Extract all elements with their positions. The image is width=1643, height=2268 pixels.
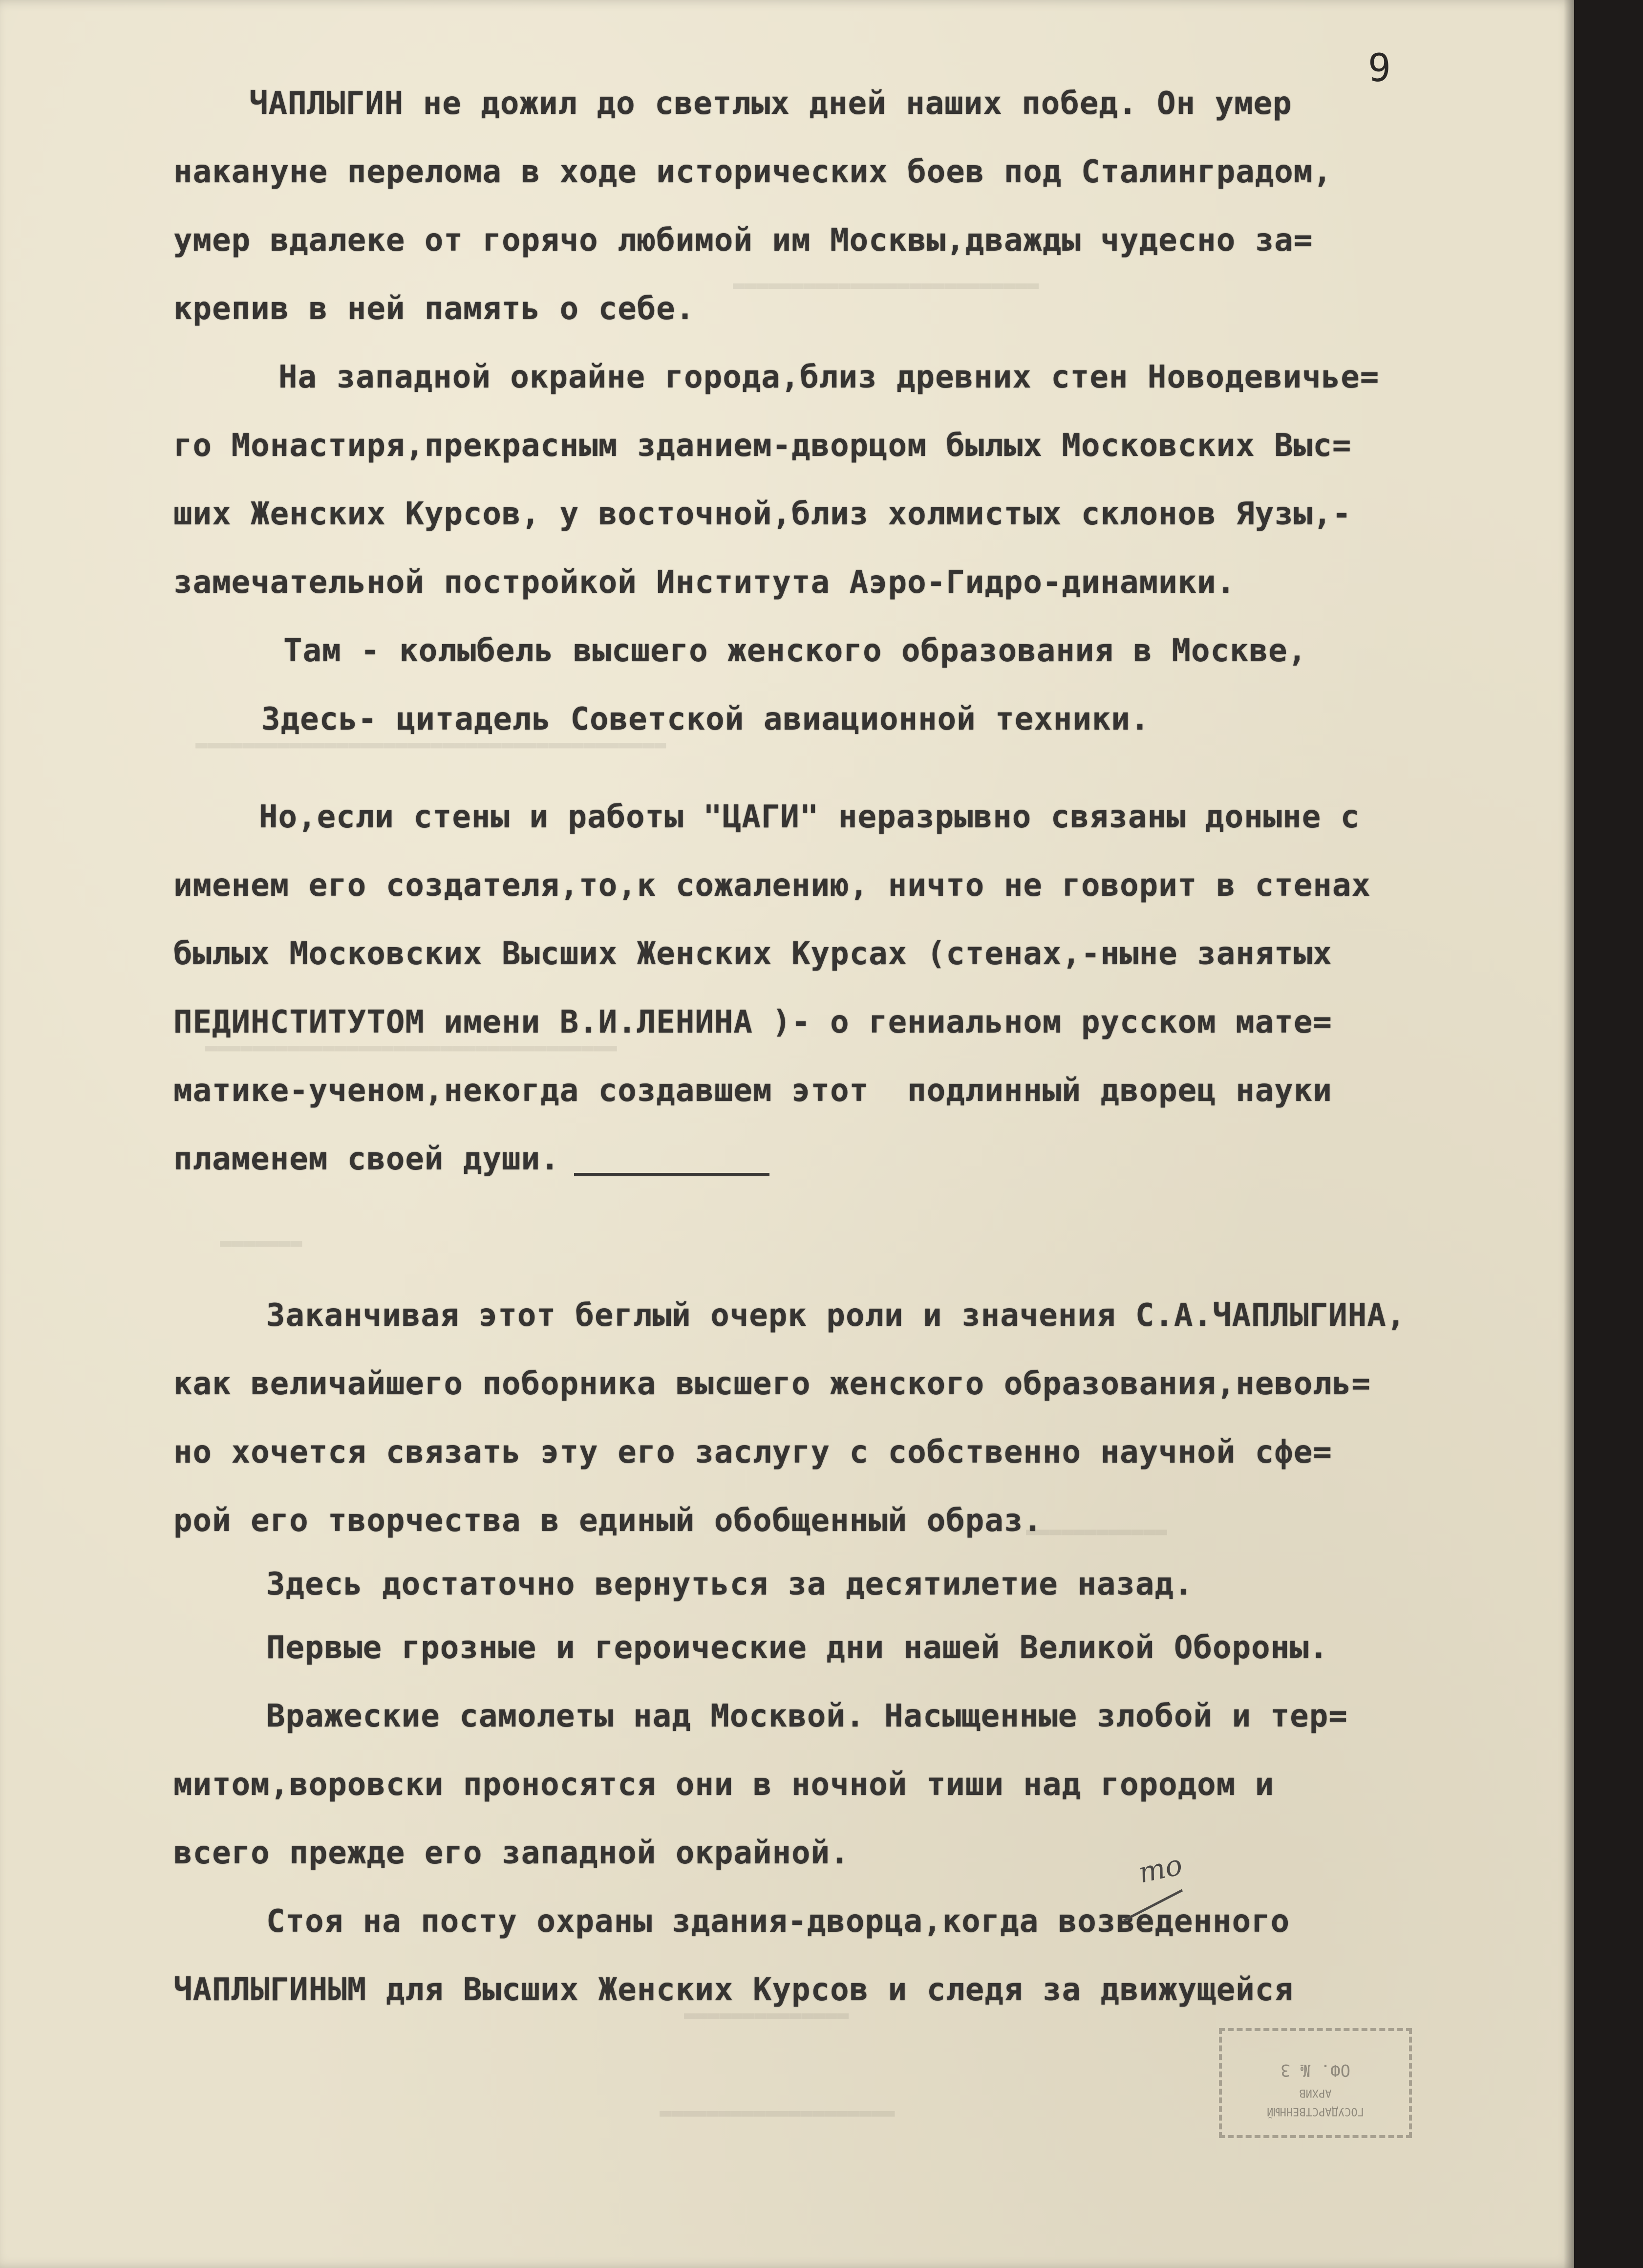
correction-stroke-icon	[1119, 1886, 1187, 1925]
archive-stamp	[1219, 2028, 1412, 2138]
stamp-line: ГОСУДАРСТВЕННЫЙ	[1267, 2105, 1364, 2117]
bleed-through-text: ▬▬▬▬▬▬▬▬▬▬▬▬▬▬▬▬▬▬▬▬▬▬▬▬▬▬▬▬▬▬▬▬▬▬▬	[205, 1036, 617, 1058]
text-line: Заканчивая этот беглый очерк роли и значения С.А.ЧАПЛЫГИНА,	[266, 1297, 1406, 1334]
text-line: ПЕДИНСТИТУТОМ имени В.И.ЛЕНИНА )- о гениальном русском мате=	[173, 1004, 1332, 1040]
text-line: Здесь достаточно вернуться за десятилетие назад.	[266, 1566, 1194, 1602]
text-line: но хочется связать эту его заслугу с собственно научной сфе=	[173, 1434, 1332, 1470]
text-line: ЧАПЛЫГИНЫМ для Высших Женских Курсов и следя за движущейся	[173, 1972, 1294, 2008]
text-line: как величайшего поборника высшего женского образования,неволь=	[173, 1366, 1371, 1402]
section-divider	[574, 1173, 769, 1176]
text-line: ших Женских Курсов, у восточной,близ холмистых склонов Яузы,-	[173, 496, 1352, 532]
text-line: Но,если стены и работы "ЦАГИ" неразрывно связаны доныне с	[259, 799, 1360, 835]
scan-background-strip	[1574, 0, 1643, 2268]
text-line: митом,воровски проносятся они в ночной тиши над городом и	[173, 1767, 1275, 1803]
stamp-line: АРХИВ	[1299, 2087, 1332, 2099]
text-line: всего прежде его западной окрайной.	[173, 1835, 850, 1871]
bleed-through-text: ▬▬▬▬▬▬▬▬▬▬▬▬▬▬▬▬▬▬▬▬	[660, 2101, 895, 2124]
text-line: замечательной постройкой Института Аэро-Гидро-динамики.	[173, 564, 1236, 601]
text-line: накануне перелома в ходе исторических боев под Сталинградом,	[173, 154, 1332, 190]
bleed-through-text: ▬▬▬▬▬▬▬	[220, 1231, 302, 1254]
text-line: матике-ученом,некогда создавшем этот подлинный дворец науки	[173, 1073, 1332, 1109]
text-line: пламенем своей души.	[173, 1141, 560, 1177]
bleed-through-text: ▬▬▬▬▬▬▬▬▬▬▬▬▬▬▬▬▬▬▬▬▬▬▬▬▬▬▬▬▬▬▬▬▬▬▬▬▬▬▬▬	[195, 733, 666, 756]
text-line: Там - колыбель высшего женского образования в Москве,	[283, 633, 1307, 669]
bleed-through-text: ▬▬▬▬▬▬▬▬▬▬▬▬▬▬	[684, 2004, 849, 2026]
text-line: Первые грозные и героические дни нашей Великой Обороны.	[266, 1630, 1329, 1666]
text-line: крепив в ней память о себе.	[173, 291, 695, 327]
text-line: рой его творчества в единый обобщенный образ.	[173, 1503, 1043, 1539]
text-line: ЧАПЛЫГИН не дожил до светлых дней наших побед. Он умер	[249, 86, 1292, 122]
handwritten-correction: то	[1135, 1848, 1186, 1890]
stamp-code: ОФ. № 3	[1280, 2060, 1351, 2080]
text-line: Стоя на посту охраны здания-дворца,когда возведенного	[266, 1903, 1290, 1940]
text-line: го Монастиря,прекрасным зданием-дворцом былых Московских Выс=	[173, 428, 1352, 464]
bleed-through-text: ▬▬▬▬▬▬▬▬▬▬▬▬▬▬▬▬▬▬▬▬▬▬▬▬▬▬	[733, 274, 1039, 296]
bleed-through-text: ▬▬▬▬▬▬▬▬▬▬▬▬	[1026, 1520, 1167, 1542]
page-number: 9	[1368, 46, 1391, 90]
text-line: былых Московских Высших Женских Курсах (стенах,-ныне занятых	[173, 936, 1332, 972]
text-line: умер вдалеке от горячо любимой им Москвы,дважды чудесно за=	[173, 222, 1313, 259]
text-line: Здесь- цитадель Советской авиационной техники.	[261, 701, 1150, 737]
text-line: именем его создателя,то,к сожалению, ничто не говорит в стенах	[173, 867, 1371, 904]
text-line: Вражеские самолеты над Москвой. Насыщенные злобой и тер=	[266, 1698, 1348, 1734]
text-line: На западной окрайне города,близ древних стен Новодевичье=	[278, 359, 1380, 395]
page-edge-shadow	[1563, 0, 1574, 2268]
